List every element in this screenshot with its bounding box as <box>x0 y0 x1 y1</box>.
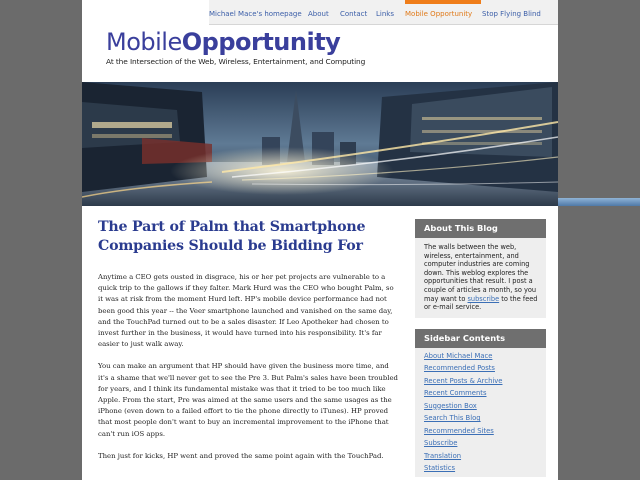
sidebar-link-suggestion-box[interactable]: Suggestion Box <box>424 401 477 410</box>
post-title[interactable]: The Part of Palm that Smartphone Companies Should be Bidding For <box>98 219 366 254</box>
post-paragraph: Anytime a CEO gets ousted in disgrace, his or her pet projects are vulnerable to a quick trip to the gallows if they falter. Mark Hurd was the CEO who bought Palm, so it was at risk from the moment Hurd left. HP's mobile device performance had not been good this year -- the Veer smartphone launched and vanished on the same day, and the TouchPad turned out to be a sales disaster. If Leo Apotheker had chosen to invest further in the business, it would have turned into his responsibility. It's far easier to just walk away. <box>98 273 394 349</box>
sidebar-link-recommended-sites[interactable]: Recommended Sites <box>424 426 494 435</box>
sidebar-link-search-this-blog[interactable]: Search This Blog <box>424 414 481 423</box>
logo-text-mobile: Mobile <box>106 28 182 56</box>
sidebar-contents-list <box>415 348 546 477</box>
sidebar-link-recent-comments[interactable]: Recent Comments <box>424 389 487 398</box>
nav-link-contact[interactable]: Contact <box>340 10 368 18</box>
nav-link-mobile-opportunity[interactable]: Mobile Opportunity <box>405 10 473 18</box>
widget-spacer <box>415 318 546 329</box>
subscribe-link[interactable]: subscribe <box>467 294 500 303</box>
nav-link-homepage[interactable]: Michael Mace's homepage <box>209 10 302 18</box>
about-blog-text-end: to the feed or e-mail service. <box>424 294 538 312</box>
site-tagline: At the Intersection of the Web, Wireless, Entertainment, and Computing <box>106 57 366 66</box>
logo-text-opportunity: Opportunity <box>181 28 341 56</box>
nav-link-about[interactable]: About <box>308 10 329 18</box>
site-logo[interactable] <box>106 27 340 57</box>
post-paragraph: You can make an argument that HP should have given the business more time, and it's a shame that we'll never get to see the Pre 3. But Palm's sales have been troubled for years, and I think its fundamental mistake was that it tried to be too much like Apple. From the start, Pre was aimed at the same users and the same usages as the iPhone (even down to a failed effort to tie the phone directly to iTunes). HP proved that most people don't want to buy an incremental improvement to the iPhone that can't run iOS apps. <box>98 362 398 438</box>
sidebar-link-translation[interactable]: Translation <box>424 451 462 460</box>
nav-link-stop-flying-blind[interactable]: Stop Flying Blind <box>482 10 541 18</box>
city-night-illustration <box>82 82 558 206</box>
blog-post <box>98 218 398 473</box>
post-paragraph: Then just for kicks, HP went and proved the same point again with the TouchPad. <box>98 451 384 460</box>
header-banner-image <box>82 82 558 206</box>
about-blog-box <box>415 238 546 318</box>
about-blog-heading: About This Blog <box>415 219 546 238</box>
nav-link-links[interactable]: Links <box>376 10 394 18</box>
sidebar-link-about-michael-mace[interactable]: About Michael Mace <box>424 351 493 360</box>
banner-edge-strip <box>558 198 640 206</box>
active-tab-indicator <box>405 0 481 4</box>
top-navigation <box>209 0 558 25</box>
sidebar-link-subscribe[interactable]: Subscribe <box>424 439 458 448</box>
post-body <box>98 272 398 462</box>
sidebar-link-statistics[interactable]: Statistics <box>424 464 456 473</box>
page-container <box>82 0 558 480</box>
sidebar-contents-heading: Sidebar Contents <box>415 329 546 348</box>
sidebar-link-recommended-posts[interactable]: Recommended Posts <box>424 364 495 373</box>
sidebar <box>415 219 546 477</box>
sidebar-link-recent-posts-archive[interactable]: Recent Posts & Archive <box>424 376 503 385</box>
about-blog-text-start: The walls between the web, wireless, entertainment, and computer industries are coming down. This weblog explores the opportunities that result. I post a couple of articles a month, so you may want to <box>424 243 537 303</box>
